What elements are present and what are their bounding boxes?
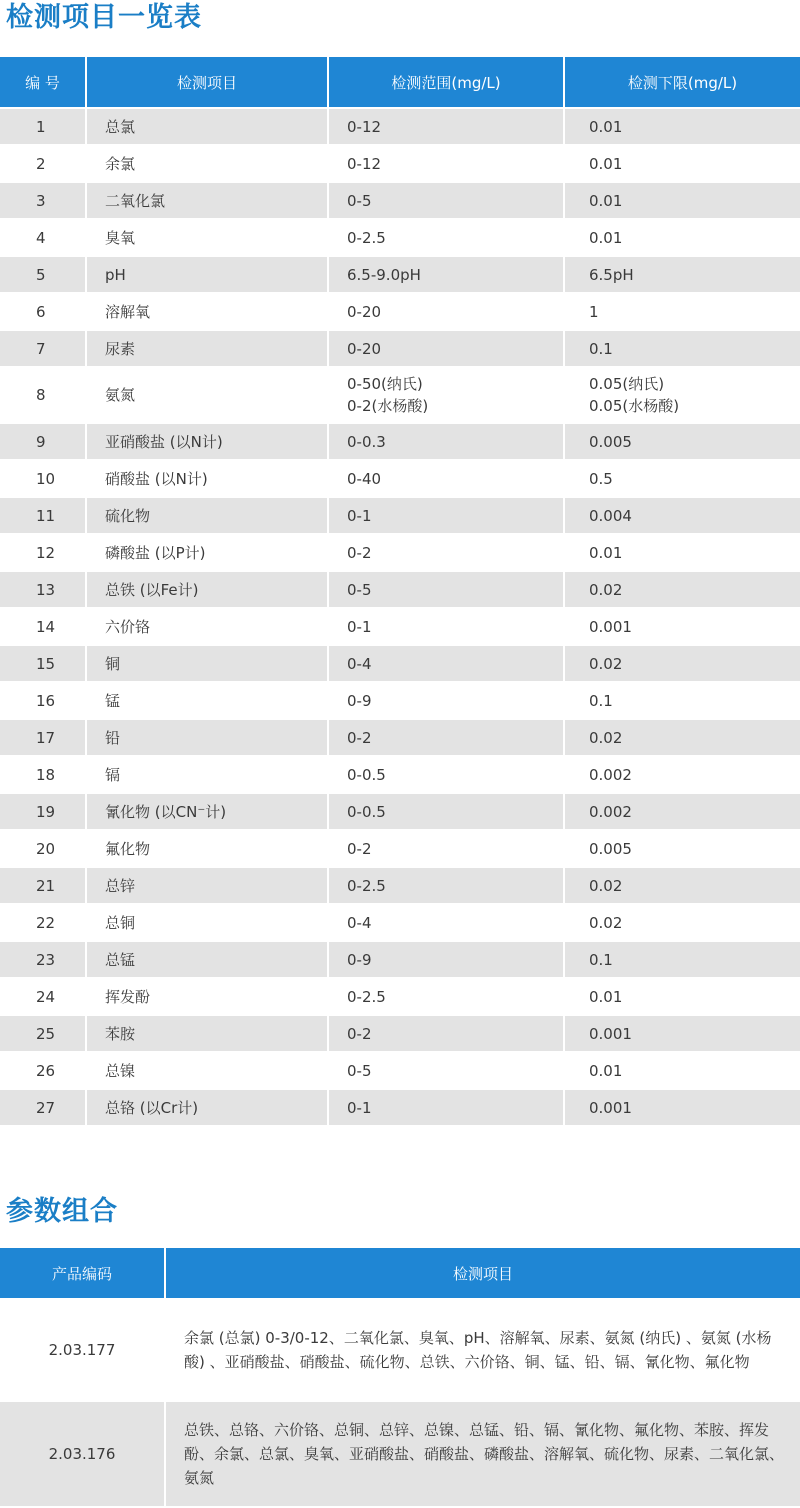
header-item: 检测项目 xyxy=(87,57,329,109)
row-limit: 0.001 xyxy=(565,1090,800,1127)
table-row xyxy=(0,979,800,1016)
row-item-name: 臭氧 xyxy=(87,220,329,257)
row-range: 0-40 xyxy=(329,461,565,498)
row-limit-line: 0.05(水杨酸) xyxy=(589,397,680,415)
row-limit: 0.01 xyxy=(565,183,800,220)
row-number: 2 xyxy=(0,146,87,183)
detection-items-table xyxy=(0,57,800,1127)
row-number: 20 xyxy=(0,831,87,868)
row-number: 27 xyxy=(0,1090,87,1127)
table-header-row xyxy=(0,57,800,109)
table-row xyxy=(0,109,800,146)
row-number: 7 xyxy=(0,331,87,368)
header-range: 检测范围(mg/L) xyxy=(329,57,565,109)
row-limit: 0.02 xyxy=(565,868,800,905)
row-number: 4 xyxy=(0,220,87,257)
row-limit: 0.002 xyxy=(565,757,800,794)
parameter-combo-table xyxy=(0,1248,800,1508)
row-item-name: 总氯 xyxy=(87,109,329,146)
table-row xyxy=(0,683,800,720)
table-row xyxy=(0,257,800,294)
row-item-name: 硝酸盐 (以N计) xyxy=(87,461,329,498)
row-range: 0-1 xyxy=(329,1090,565,1127)
product-items: 总铁、总铬、六价铬、总铜、总锌、总镍、总锰、铅、镉、氰化物、氟化物、苯胺、挥发酚、余氯、总氯、臭氧、亚硝酸盐、硝酸盐、磷酸盐、溶解氧、硫化物、尿素、二氧化氯、氨氮 xyxy=(166,1402,800,1508)
row-item-name: 六价铬 xyxy=(87,609,329,646)
row-range: 0-5 xyxy=(329,183,565,220)
row-item-name: 苯胺 xyxy=(87,1016,329,1053)
row-limit: 0.01 xyxy=(565,146,800,183)
table-row xyxy=(0,646,800,683)
table-row xyxy=(0,331,800,368)
row-limit: 0.1 xyxy=(565,942,800,979)
row-number: 5 xyxy=(0,257,87,294)
header-detection-items: 检测项目 xyxy=(166,1248,800,1300)
row-range xyxy=(329,368,565,424)
row-number: 22 xyxy=(0,905,87,942)
row-range: 0-1 xyxy=(329,498,565,535)
row-item-name: 总铁 (以Fe计) xyxy=(87,572,329,609)
row-range: 0-1 xyxy=(329,609,565,646)
table-row xyxy=(0,220,800,257)
row-item-name: 氰化物 (以CN⁻计) xyxy=(87,794,329,831)
row-limit: 0.001 xyxy=(565,1016,800,1053)
row-item-name: 溶解氧 xyxy=(87,294,329,331)
row-range: 0-5 xyxy=(329,572,565,609)
row-number: 24 xyxy=(0,979,87,1016)
row-item-name: 挥发酚 xyxy=(87,979,329,1016)
row-item-name: 余氯 xyxy=(87,146,329,183)
row-range: 6.5-9.0pH xyxy=(329,257,565,294)
table-row xyxy=(0,1402,800,1508)
row-range: 0-0.5 xyxy=(329,757,565,794)
row-number: 19 xyxy=(0,794,87,831)
row-item-name: 镉 xyxy=(87,757,329,794)
table-row xyxy=(0,368,800,424)
row-limit: 0.01 xyxy=(565,220,800,257)
table-row xyxy=(0,572,800,609)
row-number: 1 xyxy=(0,109,87,146)
row-range: 0-2.5 xyxy=(329,979,565,1016)
row-item-name: 总锰 xyxy=(87,942,329,979)
row-number: 12 xyxy=(0,535,87,572)
row-item-name: 铅 xyxy=(87,720,329,757)
table-row xyxy=(0,868,800,905)
row-item-name: 总铬 (以Cr计) xyxy=(87,1090,329,1127)
row-range: 0-2 xyxy=(329,720,565,757)
table-row xyxy=(0,461,800,498)
row-limit: 0.02 xyxy=(565,905,800,942)
table-row xyxy=(0,424,800,461)
product-code: 2.03.176 xyxy=(0,1402,166,1508)
row-range: 0-9 xyxy=(329,683,565,720)
row-limit: 0.02 xyxy=(565,720,800,757)
parameter-combo-title: 参数组合 xyxy=(6,1196,118,1227)
row-number: 6 xyxy=(0,294,87,331)
row-limit: 0.005 xyxy=(565,424,800,461)
row-number: 16 xyxy=(0,683,87,720)
row-limit: 0.5 xyxy=(565,461,800,498)
header-number: 编 号 xyxy=(0,57,87,109)
row-number: 15 xyxy=(0,646,87,683)
row-number: 26 xyxy=(0,1053,87,1090)
row-range: 0-12 xyxy=(329,109,565,146)
table-row xyxy=(0,905,800,942)
header-limit: 检测下限(mg/L) xyxy=(565,57,800,109)
row-limit: 0.02 xyxy=(565,646,800,683)
table-row xyxy=(0,794,800,831)
row-item-name: 总镍 xyxy=(87,1053,329,1090)
row-limit: 0.01 xyxy=(565,535,800,572)
row-item-name: 锰 xyxy=(87,683,329,720)
row-limit: 0.1 xyxy=(565,683,800,720)
row-range: 0-0.5 xyxy=(329,794,565,831)
row-range: 0-0.3 xyxy=(329,424,565,461)
row-number: 17 xyxy=(0,720,87,757)
row-number: 21 xyxy=(0,868,87,905)
table-row xyxy=(0,1053,800,1090)
row-item-name: 铜 xyxy=(87,646,329,683)
row-number: 10 xyxy=(0,461,87,498)
row-limit: 6.5pH xyxy=(565,257,800,294)
row-limit: 0.004 xyxy=(565,498,800,535)
row-range: 0-20 xyxy=(329,294,565,331)
row-limit: 0.001 xyxy=(565,609,800,646)
row-range: 0-2.5 xyxy=(329,868,565,905)
row-number: 11 xyxy=(0,498,87,535)
row-item-name: 尿素 xyxy=(87,331,329,368)
row-item-name: 氨氮 xyxy=(87,368,329,424)
table-row xyxy=(0,1300,800,1402)
row-range: 0-2 xyxy=(329,535,565,572)
table-row xyxy=(0,535,800,572)
row-range: 0-2 xyxy=(329,1016,565,1053)
row-item-name: 总铜 xyxy=(87,905,329,942)
product-items: 余氯 (总氯) 0-3/0-12、二氧化氯、臭氧、pH、溶解氧、尿素、氨氮 (纳氏) 、氨氮 (水杨酸) 、亚硝酸盐、硝酸盐、硫化物、总铁、六价铬、铜、锰、铅、镉、氰化物、氟化物 xyxy=(166,1300,800,1402)
table-row xyxy=(0,498,800,535)
row-range-line: 0-50(纳氏) xyxy=(347,375,423,393)
row-number: 8 xyxy=(0,368,87,424)
row-limit: 0.01 xyxy=(565,979,800,1016)
table-row xyxy=(0,757,800,794)
row-number: 18 xyxy=(0,757,87,794)
row-range: 0-9 xyxy=(329,942,565,979)
row-number: 9 xyxy=(0,424,87,461)
row-number: 13 xyxy=(0,572,87,609)
table-row xyxy=(0,146,800,183)
row-item-name: 亚硝酸盐 (以N计) xyxy=(87,424,329,461)
row-limit: 1 xyxy=(565,294,800,331)
table-row xyxy=(0,1016,800,1053)
table-header-row xyxy=(0,1248,800,1300)
table-row xyxy=(0,1090,800,1127)
table-row xyxy=(0,942,800,979)
row-range: 0-4 xyxy=(329,905,565,942)
row-limit-line: 0.05(纳氏) xyxy=(589,375,665,393)
row-number: 23 xyxy=(0,942,87,979)
row-limit: 0.005 xyxy=(565,831,800,868)
table-row xyxy=(0,183,800,220)
row-number: 3 xyxy=(0,183,87,220)
row-item-name: 总锌 xyxy=(87,868,329,905)
detection-list-title: 检测项目一览表 xyxy=(6,2,202,33)
table-row xyxy=(0,609,800,646)
row-item-name: 二氧化氯 xyxy=(87,183,329,220)
row-item-name: pH xyxy=(87,257,329,294)
row-range-line: 0-2(水杨酸) xyxy=(347,397,429,415)
row-range: 0-2 xyxy=(329,831,565,868)
row-limit: 0.01 xyxy=(565,1053,800,1090)
row-item-name: 硫化物 xyxy=(87,498,329,535)
table-row xyxy=(0,831,800,868)
row-limit: 0.01 xyxy=(565,109,800,146)
product-code: 2.03.177 xyxy=(0,1300,166,1402)
row-range: 0-5 xyxy=(329,1053,565,1090)
row-range: 0-20 xyxy=(329,331,565,368)
row-item-name: 氟化物 xyxy=(87,831,329,868)
row-item-name: 磷酸盐 (以P计) xyxy=(87,535,329,572)
row-number: 25 xyxy=(0,1016,87,1053)
row-range: 0-2.5 xyxy=(329,220,565,257)
row-range: 0-12 xyxy=(329,146,565,183)
table-row xyxy=(0,720,800,757)
row-limit: 0.1 xyxy=(565,331,800,368)
row-limit: 0.002 xyxy=(565,794,800,831)
row-number: 14 xyxy=(0,609,87,646)
table-row xyxy=(0,294,800,331)
header-product-code: 产品编码 xyxy=(0,1248,166,1300)
row-limit xyxy=(565,368,800,424)
row-limit: 0.02 xyxy=(565,572,800,609)
row-range: 0-4 xyxy=(329,646,565,683)
